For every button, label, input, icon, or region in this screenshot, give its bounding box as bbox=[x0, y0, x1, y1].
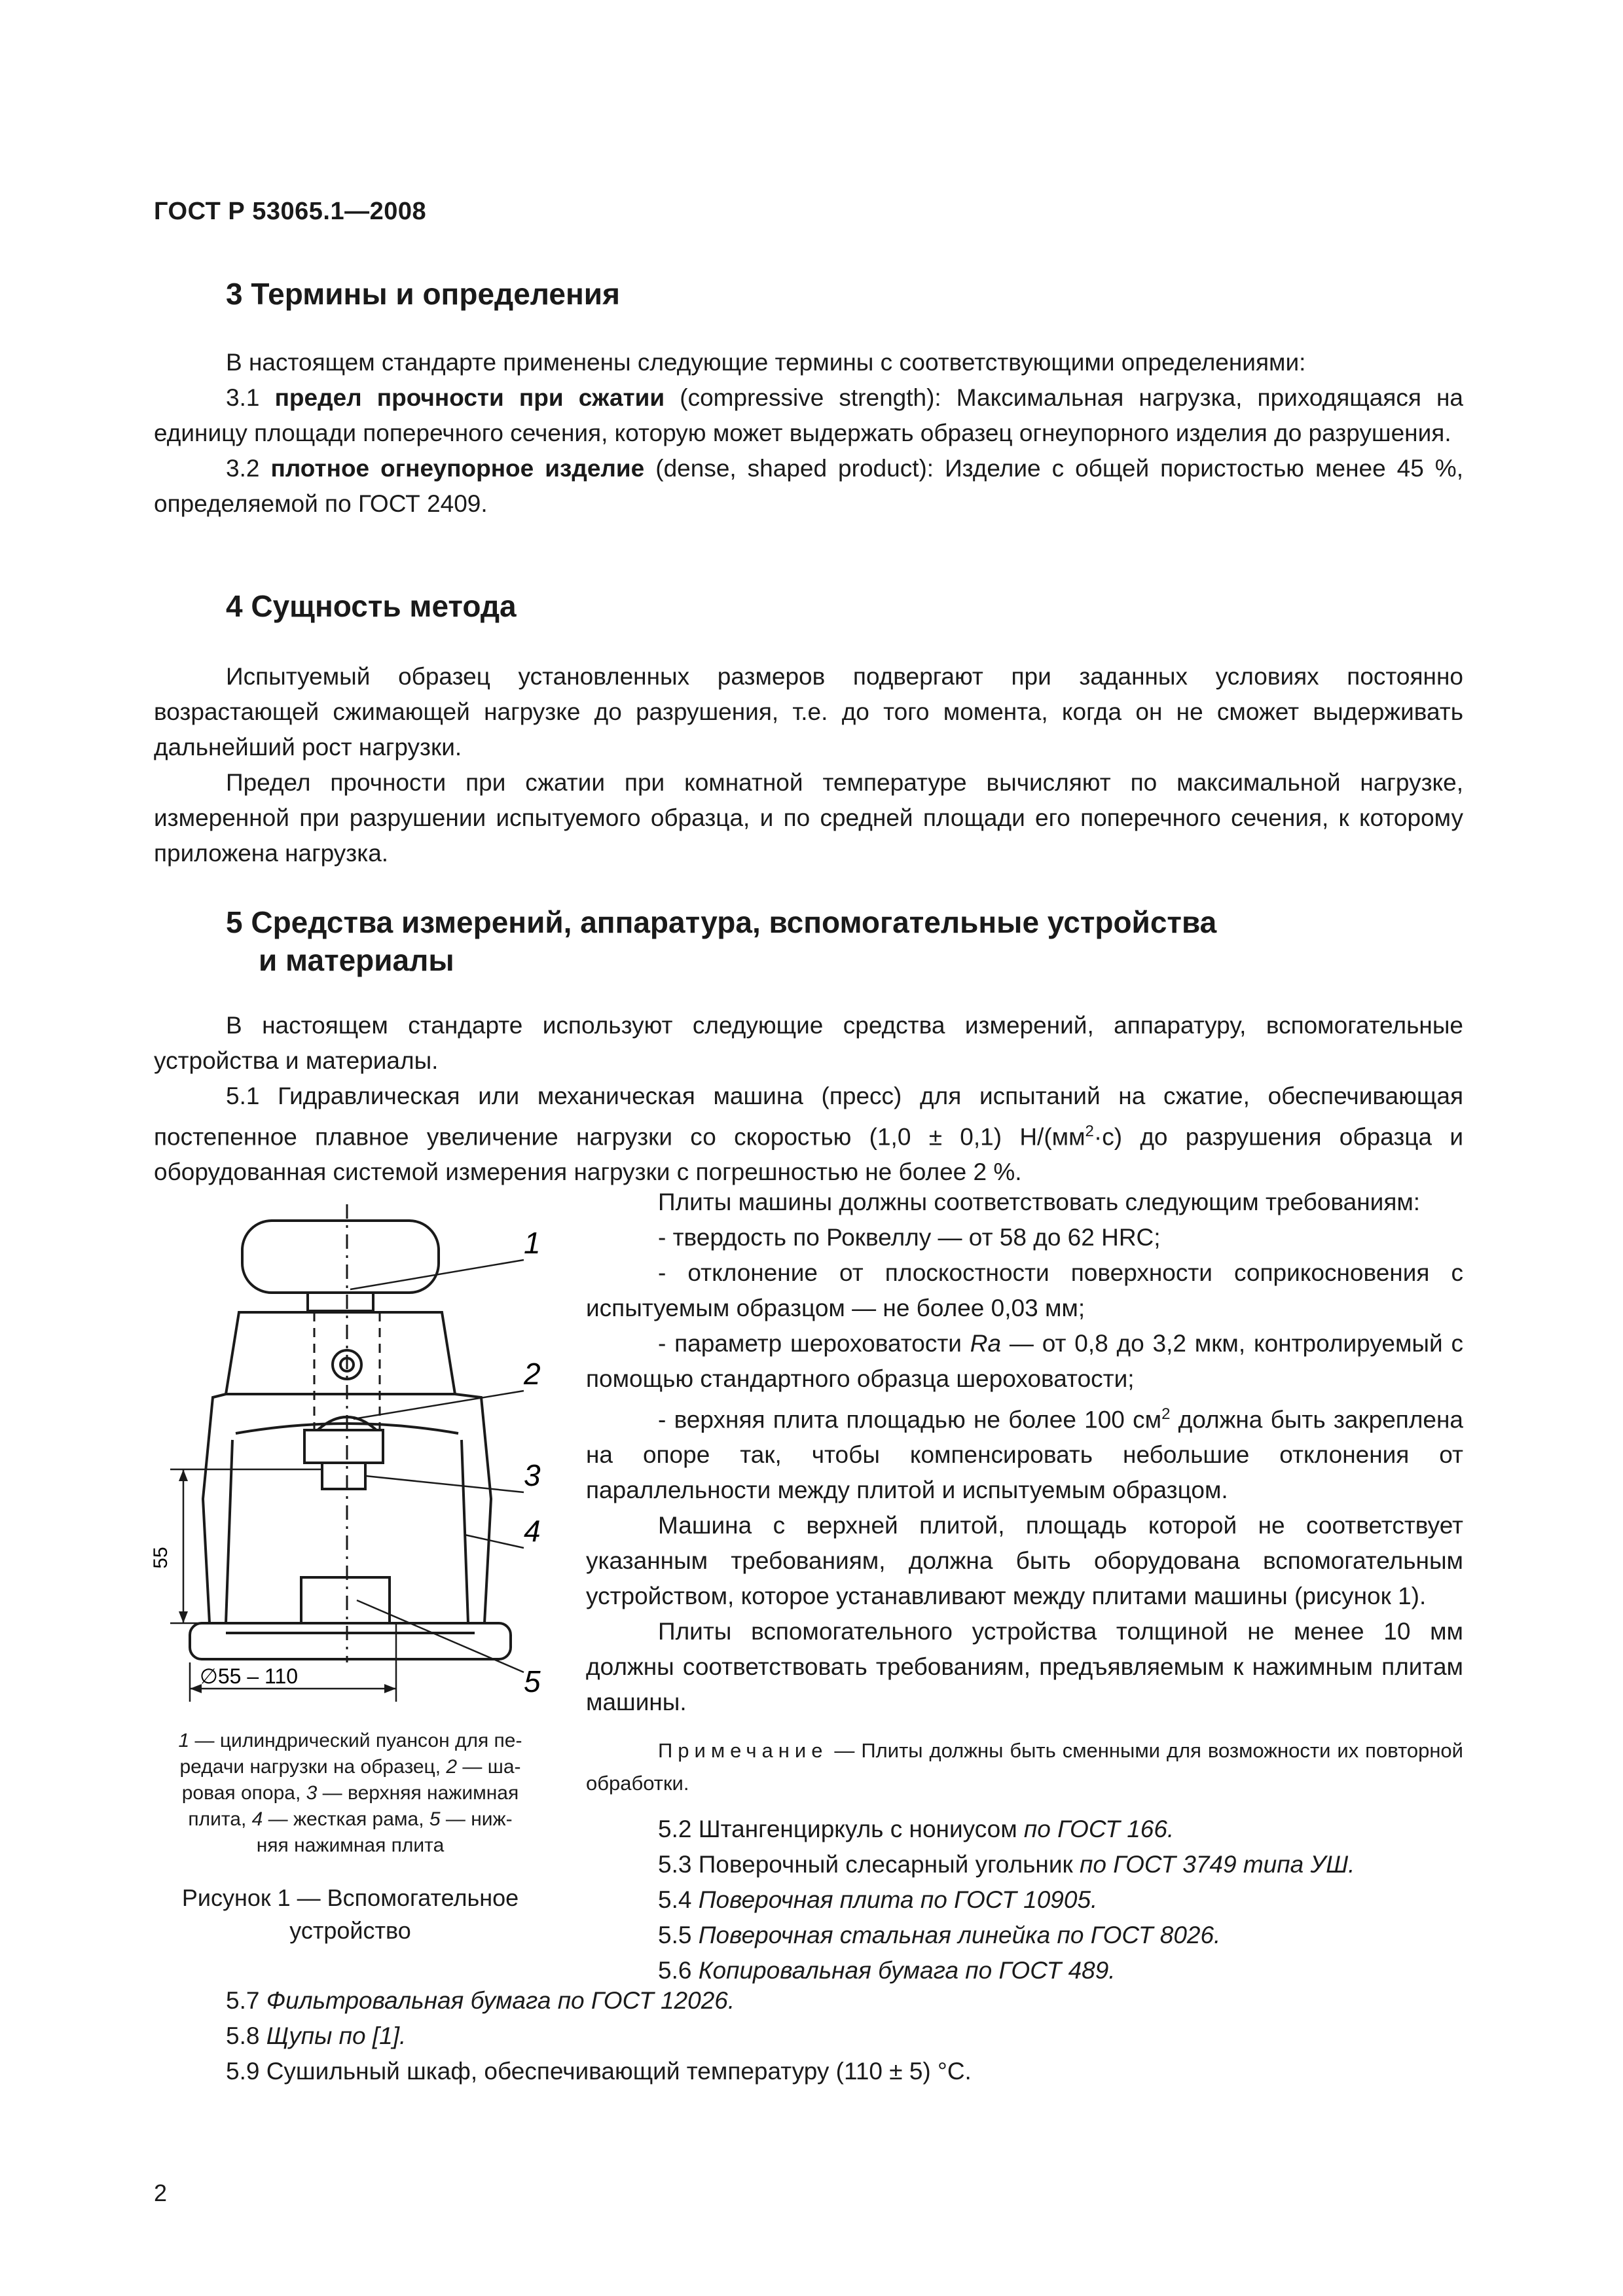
legend-num-4: 4 bbox=[251, 1808, 263, 1830]
section-5-heading bbox=[226, 903, 1216, 979]
dim-diameter-arrow-right bbox=[384, 1684, 396, 1693]
legend-text-2b: — ша- bbox=[457, 1756, 521, 1778]
requirement-upper-plate bbox=[586, 1397, 1463, 1508]
requirement-upper-plate-superscript: 2 bbox=[1161, 1405, 1171, 1423]
base bbox=[190, 1623, 511, 1659]
section-4-heading: 4 Сущность метода bbox=[226, 589, 517, 623]
term-3-2 bbox=[154, 451, 1463, 522]
machine-paragraph: Машина с верхней плитой, площадь которой не соответствует указанным требованиям, должна быть оборудована вспомогательным устройством, которое устанавливают между плитами машины (рисунок 1). bbox=[586, 1512, 1463, 1610]
section-5-intro-block bbox=[154, 1008, 1463, 1190]
page-number: 2 bbox=[154, 2179, 168, 2206]
section-5-heading-line-1: 5 Средства измерений, аппаратура, вспомогательные устройства bbox=[226, 905, 1217, 939]
item-5-8-text: Щупы по [1]. bbox=[266, 2022, 407, 2049]
item-5-3 bbox=[586, 1847, 1463, 1882]
item-5-5-text: Поверочная стальная линейка по ГОСТ 8026. bbox=[698, 1922, 1221, 1949]
dim-diameter-label: ∅55 – 110 bbox=[200, 1664, 299, 1688]
legend-line-3 bbox=[154, 1780, 547, 1806]
requirement-roughness bbox=[586, 1326, 1463, 1397]
figure-1-caption bbox=[154, 1882, 547, 1947]
term-3-2-number: 3.2 bbox=[226, 455, 271, 482]
item-5-2-text: 5.2 Штангенциркуль с нониусом bbox=[658, 1816, 1024, 1843]
term-3-2-definition: (dense, shaped product): Изделие с общей пористостью менее 45 %, определяемой по ГОСТ 2409. bbox=[154, 455, 1463, 517]
requirement-upper-plate-text-b: должна быть закреплена на опоре так, чтобы компенсировать небольшие отклонения от параллельности между плитой и испытуемым образцом. bbox=[586, 1406, 1463, 1504]
item-5-6-text: Копировальная бумага по ГОСТ 489. bbox=[698, 1957, 1116, 1984]
upper-pressing-plate bbox=[304, 1430, 383, 1463]
section-5-intro: В настоящем стандарте используют следующие средства измерений, аппаратуру, вспомогательные устройства и материалы. bbox=[154, 1012, 1463, 1074]
requirement-roughness-ra: Ra bbox=[970, 1330, 1002, 1357]
requirement-upper-plate-text-a: - верхняя плита площадью не более 100 см bbox=[658, 1406, 1162, 1433]
leader-1 bbox=[350, 1260, 524, 1289]
item-5-3-ref: по ГОСТ 3749 типа УШ. bbox=[1079, 1851, 1355, 1878]
dim-55-arrow-top bbox=[179, 1469, 188, 1481]
item-5-2-ref: по ГОСТ 166. bbox=[1023, 1816, 1175, 1843]
figure-1-drawing bbox=[150, 1204, 563, 1715]
punch-top bbox=[308, 1293, 373, 1311]
figure-caption-line-1: Рисунок 1 — Вспомогательное bbox=[181, 1884, 519, 1911]
legend-line-1 bbox=[154, 1728, 547, 1754]
figure-label-2: 2 bbox=[524, 1357, 541, 1391]
figure-label-1: 1 bbox=[524, 1226, 541, 1260]
figure-label-3: 3 bbox=[524, 1458, 541, 1492]
legend-num-1: 1 bbox=[178, 1730, 190, 1751]
note-label: Примечание bbox=[658, 1739, 828, 1763]
item-5-4-num: 5.4 bbox=[658, 1886, 699, 1914]
legend-text-4a: плита, bbox=[188, 1808, 252, 1830]
term-3-2-term: плотное огнеупорное изделие bbox=[270, 455, 645, 482]
leader-3 bbox=[365, 1476, 524, 1492]
section-4-paragraph-2: Предел прочности при сжатии при комнатной температуре вычисляют по максимальной нагрузке, измеренной при разрушении испытуемого образца, и по средней площади его поперечного сечения, к которому приложена нагрузка. bbox=[154, 769, 1463, 867]
items-5-2-to-5-6 bbox=[586, 1812, 1463, 1988]
item-5-8 bbox=[154, 2018, 1463, 2054]
item-5-2 bbox=[586, 1812, 1463, 1847]
requirement-hardness: - твердость по Роквеллу — от 58 до 62 HRC; bbox=[658, 1224, 1161, 1251]
item-5-8-num: 5.8 bbox=[226, 2022, 266, 2049]
item-5-7-text: Фильтровальная бумага по ГОСТ 12026. bbox=[266, 1987, 735, 2014]
item-5-5-num: 5.5 bbox=[658, 1922, 699, 1949]
plate-requirements-column bbox=[586, 1185, 1463, 1988]
section-3-body bbox=[154, 345, 1463, 522]
items-5-7-to-5-9 bbox=[154, 1983, 1463, 2089]
legend-num-2: 2 bbox=[446, 1756, 458, 1778]
item-5-1-text-a: 5.1 Гидравлическая или механическая машина (пресс) для испытаний на сжатие, обеспечивающая постепенное плавное увеличение нагрузки со скоростью (1,0 ± 0,1) Н/(мм bbox=[154, 1083, 1463, 1151]
note bbox=[586, 1734, 1463, 1800]
dim-55-label: 55 bbox=[150, 1547, 172, 1569]
upper-plate-tip bbox=[322, 1463, 365, 1489]
requirement-roughness-text-a: - параметр шероховатости bbox=[658, 1330, 970, 1357]
legend-line-4 bbox=[154, 1806, 547, 1833]
legend-text-1: — цилиндрический пуансон для пе- bbox=[189, 1730, 522, 1751]
item-5-1-text-b: ·с) до разрушения образца и оборудованная системой измерения нагрузки с погрешностью не более 2 %. bbox=[154, 1123, 1463, 1186]
item-5-1-superscript: 2 bbox=[1085, 1122, 1094, 1140]
auxiliary-plates-paragraph: Плиты вспомогательного устройства толщиной не менее 10 мм должны соответствовать требованиям, предъявляемым к нажимным плитам машины. bbox=[586, 1618, 1463, 1716]
item-5-4-text: Поверочная плита по ГОСТ 10905. bbox=[698, 1886, 1098, 1914]
section-3-heading: 3 Термины и определения bbox=[226, 277, 620, 311]
legend-text-3a: ровая опора, bbox=[181, 1782, 306, 1804]
legend-text-4c: — ниж- bbox=[440, 1808, 513, 1830]
figure-1-legend bbox=[154, 1728, 547, 1859]
term-3-1-term: предел прочности при сжатии bbox=[274, 384, 665, 411]
figure-caption-line-2: устройство bbox=[289, 1917, 411, 1944]
section-5-heading-line-2: и материалы bbox=[259, 943, 454, 977]
lower-pressing-plate bbox=[301, 1577, 390, 1623]
leader-4 bbox=[465, 1535, 524, 1548]
legend-num-3: 3 bbox=[306, 1782, 318, 1804]
legend-text-4b: — жесткая рама, bbox=[263, 1808, 429, 1830]
section-3-intro: В настоящем стандарте применены следующие термины с соответствующими определениями: bbox=[226, 349, 1306, 376]
term-3-1 bbox=[154, 380, 1463, 451]
term-3-1-number: 3.1 bbox=[226, 384, 275, 411]
legend-line-5: няя нажимная плита bbox=[256, 1835, 445, 1856]
figure-label-4: 4 bbox=[524, 1514, 541, 1548]
requirement-roughness-text-b: — от 0,8 до 3,2 мкм, контролируемый с помощью стандартного образца шероховатости; bbox=[586, 1330, 1463, 1392]
item-5-9: 5.9 Сушильный шкаф, обеспечивающий температуру (110 ± 5) °С. bbox=[226, 2058, 972, 2085]
item-5-5 bbox=[586, 1918, 1463, 1953]
term-3-1-definition: (compressive strength): Максимальная нагрузка, приходящаяся на единицу площади поперечного сечения, которую может выдержать образец огнеупорного изделия до разрушения. bbox=[154, 384, 1464, 446]
section-4-paragraph-1: Испытуемый образец установленных размеров подвергают при заданных условиях постоянно возрастающей сжимающей нагрузке до разрушения, т.е. до того момента, когда он не сможет выдерживать дальнейший рост нагрузки. bbox=[154, 663, 1463, 761]
legend-num-5: 5 bbox=[429, 1808, 441, 1830]
figure-label-5: 5 bbox=[524, 1664, 541, 1698]
plates-requirements-intro: Плиты машины должны соответствовать следующим требованиям: bbox=[658, 1189, 1421, 1215]
item-5-3-text: 5.3 Поверочный слесарный угольник bbox=[658, 1851, 1080, 1878]
item-5-4 bbox=[586, 1882, 1463, 1918]
section-4-body bbox=[154, 659, 1463, 871]
leader-5 bbox=[357, 1600, 524, 1672]
requirement-flatness: - отклонение от плоскостности поверхности соприкосновения с испытуемым образцом — не более 0,03 мм; bbox=[586, 1259, 1463, 1321]
item-5-1 bbox=[154, 1079, 1463, 1190]
document-header: ГОСТ Р 53065.1—2008 bbox=[154, 198, 427, 225]
legend-text-3b: — верхняя нажимная bbox=[317, 1782, 519, 1804]
legend-line-2 bbox=[154, 1754, 547, 1780]
item-5-6-num: 5.6 bbox=[658, 1957, 699, 1984]
top-cap bbox=[242, 1221, 439, 1293]
item-5-7 bbox=[154, 1983, 1463, 2018]
note-text: — Плиты должны быть сменными для возможности их повторной обработки. bbox=[586, 1739, 1463, 1795]
legend-text-2a: редачи нагрузки на образец, bbox=[179, 1756, 447, 1778]
item-5-7-num: 5.7 bbox=[226, 1987, 266, 2014]
dim-55-arrow-bottom bbox=[179, 1611, 188, 1623]
